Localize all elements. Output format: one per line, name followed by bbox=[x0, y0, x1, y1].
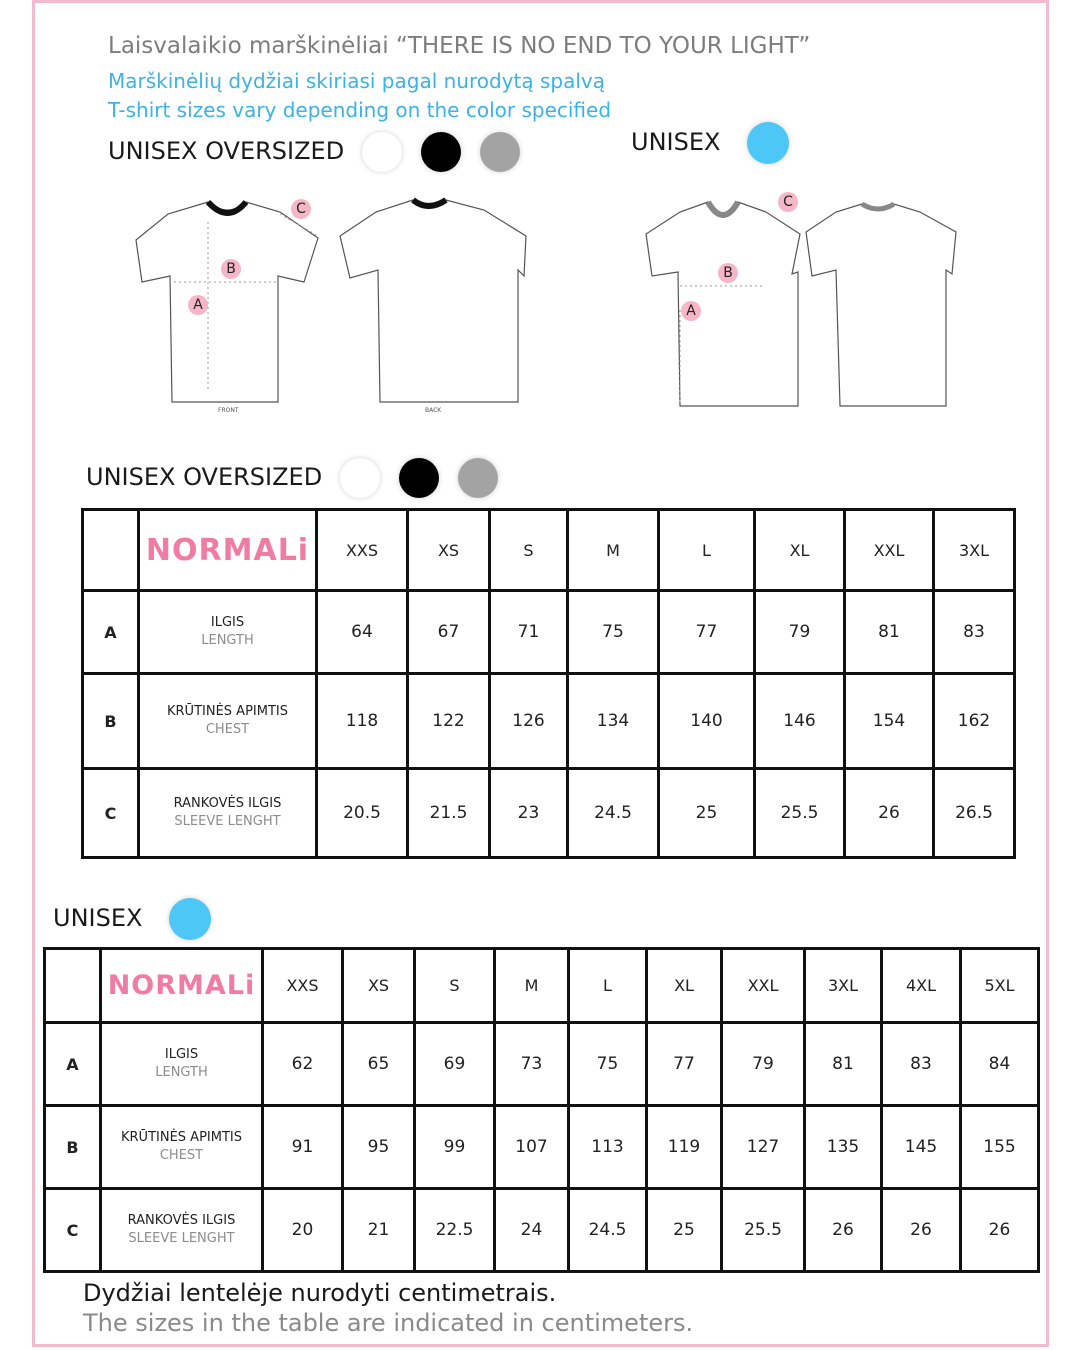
value-cell: 64 bbox=[317, 591, 408, 674]
value-cell: 65 bbox=[343, 1023, 415, 1106]
table-row bbox=[83, 769, 1015, 858]
value-cell: 127 bbox=[722, 1106, 805, 1189]
measurement-label-en: SLEEVE LENGHT bbox=[174, 814, 281, 829]
size-header: XL bbox=[755, 510, 845, 591]
value-cell: 71 bbox=[490, 591, 568, 674]
value-cell: 73 bbox=[495, 1023, 569, 1106]
measurement-label bbox=[101, 1106, 263, 1189]
swatch-blue bbox=[747, 122, 789, 164]
swatch-white bbox=[340, 458, 380, 498]
size-header: L bbox=[569, 949, 647, 1023]
table-heading-oversized: UNISEX OVERSIZED bbox=[86, 463, 323, 491]
row-letter: C bbox=[45, 1189, 101, 1272]
row-letter: A bbox=[83, 591, 139, 674]
value-cell: 99 bbox=[415, 1106, 495, 1189]
measurement-label-lt: ILGIS bbox=[164, 1047, 199, 1062]
footnote-lithuanian: Dydžiai lentelėje nurodyti centimetrais. bbox=[83, 1279, 557, 1307]
size-header: S bbox=[415, 949, 495, 1023]
table-header-row bbox=[45, 949, 1039, 1023]
normali-logo: NORMALi bbox=[107, 970, 256, 1001]
value-cell: 75 bbox=[569, 1023, 647, 1106]
value-cell: 81 bbox=[805, 1023, 882, 1106]
value-cell: 26 bbox=[882, 1189, 961, 1272]
unisex-back-shirt-icon bbox=[806, 204, 956, 406]
marker-b-oversized: B bbox=[221, 259, 241, 279]
size-header: 3XL bbox=[805, 949, 882, 1023]
row-letter: A bbox=[45, 1023, 101, 1106]
value-cell: 83 bbox=[934, 591, 1015, 674]
value-cell: 126 bbox=[490, 674, 568, 769]
swatch-black bbox=[399, 458, 439, 498]
size-table-oversized bbox=[81, 508, 1016, 859]
value-cell: 20.5 bbox=[317, 769, 408, 858]
brand-cell bbox=[101, 949, 263, 1023]
value-cell: 155 bbox=[961, 1106, 1039, 1189]
size-header: XXS bbox=[317, 510, 408, 591]
measurement-label-lt: ILGIS bbox=[210, 615, 245, 630]
measurement-label-lt: RANKOVĖS ILGIS bbox=[127, 1213, 236, 1228]
value-cell: 75 bbox=[568, 591, 659, 674]
value-cell: 154 bbox=[845, 674, 934, 769]
value-cell: 26 bbox=[805, 1189, 882, 1272]
size-header: XXL bbox=[845, 510, 934, 591]
value-cell: 135 bbox=[805, 1106, 882, 1189]
measurement-label-en: LENGTH bbox=[155, 1065, 208, 1080]
size-header: XS bbox=[343, 949, 415, 1023]
value-cell: 81 bbox=[845, 591, 934, 674]
back-caption: BACK bbox=[425, 407, 442, 414]
footnote-english: The sizes in the table are indicated in centimeters. bbox=[83, 1309, 694, 1337]
size-header: M bbox=[568, 510, 659, 591]
table-row bbox=[45, 1023, 1039, 1106]
marker-c-unisex: C bbox=[778, 192, 798, 212]
value-cell: 25.5 bbox=[722, 1189, 805, 1272]
swatch-gray bbox=[458, 458, 498, 498]
row-letter: B bbox=[83, 674, 139, 769]
unisex-front-shirt-icon bbox=[646, 202, 800, 406]
size-header: 5XL bbox=[961, 949, 1039, 1023]
page-title: Laisvalaikio marškinėliai “THERE IS NO END TO YOUR LIGHT” bbox=[108, 33, 811, 59]
oversized-back-shirt-icon bbox=[340, 200, 526, 402]
size-header: XL bbox=[647, 949, 722, 1023]
measurement-label-lt: KRŪTINĖS APIMTIS bbox=[167, 704, 288, 719]
value-cell: 26 bbox=[845, 769, 934, 858]
size-header: M bbox=[495, 949, 569, 1023]
swatch-blue bbox=[169, 898, 211, 940]
value-cell: 23 bbox=[490, 769, 568, 858]
size-header: L bbox=[659, 510, 755, 591]
diagram-heading-unisex: UNISEX bbox=[631, 128, 721, 156]
value-cell: 25 bbox=[647, 1189, 722, 1272]
measurement-label-en: CHEST bbox=[159, 1148, 204, 1163]
marker-a-oversized: A bbox=[188, 295, 208, 315]
measurement-label bbox=[139, 674, 317, 769]
value-cell: 77 bbox=[659, 591, 755, 674]
value-cell: 145 bbox=[882, 1106, 961, 1189]
diagram-heading-oversized: UNISEX OVERSIZED bbox=[108, 137, 345, 165]
marker-a-unisex: A bbox=[681, 301, 701, 321]
measurement-label bbox=[101, 1023, 263, 1106]
swatch-gray bbox=[480, 132, 520, 172]
measurement-label-en: SLEEVE LENGHT bbox=[128, 1231, 235, 1246]
measurement-label-en: LENGTH bbox=[201, 633, 254, 648]
value-cell: 79 bbox=[755, 591, 845, 674]
table-row bbox=[45, 1106, 1039, 1189]
value-cell: 119 bbox=[647, 1106, 722, 1189]
value-cell: 83 bbox=[882, 1023, 961, 1106]
measurement-label bbox=[139, 591, 317, 674]
normali-logo: NORMALi bbox=[145, 532, 310, 568]
value-cell: 134 bbox=[568, 674, 659, 769]
measurement-label bbox=[139, 769, 317, 858]
subtitle-lithuanian: Marškinėlių dydžiai skiriasi pagal nurodytą spalvą bbox=[108, 69, 605, 93]
value-cell: 20 bbox=[263, 1189, 343, 1272]
value-cell: 84 bbox=[961, 1023, 1039, 1106]
value-cell: 107 bbox=[495, 1106, 569, 1189]
measurement-label-lt: KRŪTINĖS APIMTIS bbox=[121, 1130, 242, 1145]
size-header: XS bbox=[408, 510, 490, 591]
value-cell: 113 bbox=[569, 1106, 647, 1189]
value-cell: 95 bbox=[343, 1106, 415, 1189]
front-caption: FRONT bbox=[218, 407, 239, 414]
subtitle-english: T-shirt sizes vary depending on the color specified bbox=[108, 98, 612, 122]
value-cell: 122 bbox=[408, 674, 490, 769]
measurement-label-lt: RANKOVĖS ILGIS bbox=[173, 796, 282, 811]
value-cell: 91 bbox=[263, 1106, 343, 1189]
oversized-front-shirt-icon bbox=[136, 202, 318, 402]
marker-b-unisex: B bbox=[718, 263, 738, 283]
value-cell: 62 bbox=[263, 1023, 343, 1106]
value-cell: 24.5 bbox=[568, 769, 659, 858]
table-row bbox=[83, 591, 1015, 674]
value-cell: 118 bbox=[317, 674, 408, 769]
size-header: S bbox=[490, 510, 568, 591]
size-header: XXL bbox=[722, 949, 805, 1023]
brand-cell bbox=[139, 510, 317, 591]
size-header: 3XL bbox=[934, 510, 1015, 591]
row-letter: B bbox=[45, 1106, 101, 1189]
value-cell: 24 bbox=[495, 1189, 569, 1272]
table-row bbox=[45, 1189, 1039, 1272]
value-cell: 21.5 bbox=[408, 769, 490, 858]
value-cell: 67 bbox=[408, 591, 490, 674]
table-heading-unisex: UNISEX bbox=[53, 904, 143, 932]
marker-c-oversized: C bbox=[291, 199, 311, 219]
value-cell: 69 bbox=[415, 1023, 495, 1106]
value-cell: 26 bbox=[961, 1189, 1039, 1272]
value-cell: 77 bbox=[647, 1023, 722, 1106]
value-cell: 26.5 bbox=[934, 769, 1015, 858]
measurement-label bbox=[101, 1189, 263, 1272]
value-cell: 24.5 bbox=[569, 1189, 647, 1272]
table-row bbox=[83, 674, 1015, 769]
empty-corner-cell bbox=[83, 510, 139, 591]
value-cell: 25.5 bbox=[755, 769, 845, 858]
size-header: XXS bbox=[263, 949, 343, 1023]
empty-corner-cell bbox=[45, 949, 101, 1023]
value-cell: 79 bbox=[722, 1023, 805, 1106]
row-letter: C bbox=[83, 769, 139, 858]
value-cell: 162 bbox=[934, 674, 1015, 769]
measurement-label-en: CHEST bbox=[205, 722, 250, 737]
value-cell: 140 bbox=[659, 674, 755, 769]
swatch-white bbox=[362, 132, 402, 172]
value-cell: 21 bbox=[343, 1189, 415, 1272]
size-table-unisex bbox=[43, 947, 1040, 1273]
size-header: 4XL bbox=[882, 949, 961, 1023]
value-cell: 25 bbox=[659, 769, 755, 858]
value-cell: 146 bbox=[755, 674, 845, 769]
swatch-black bbox=[421, 132, 461, 172]
table-header-row bbox=[83, 510, 1015, 591]
value-cell: 22.5 bbox=[415, 1189, 495, 1272]
